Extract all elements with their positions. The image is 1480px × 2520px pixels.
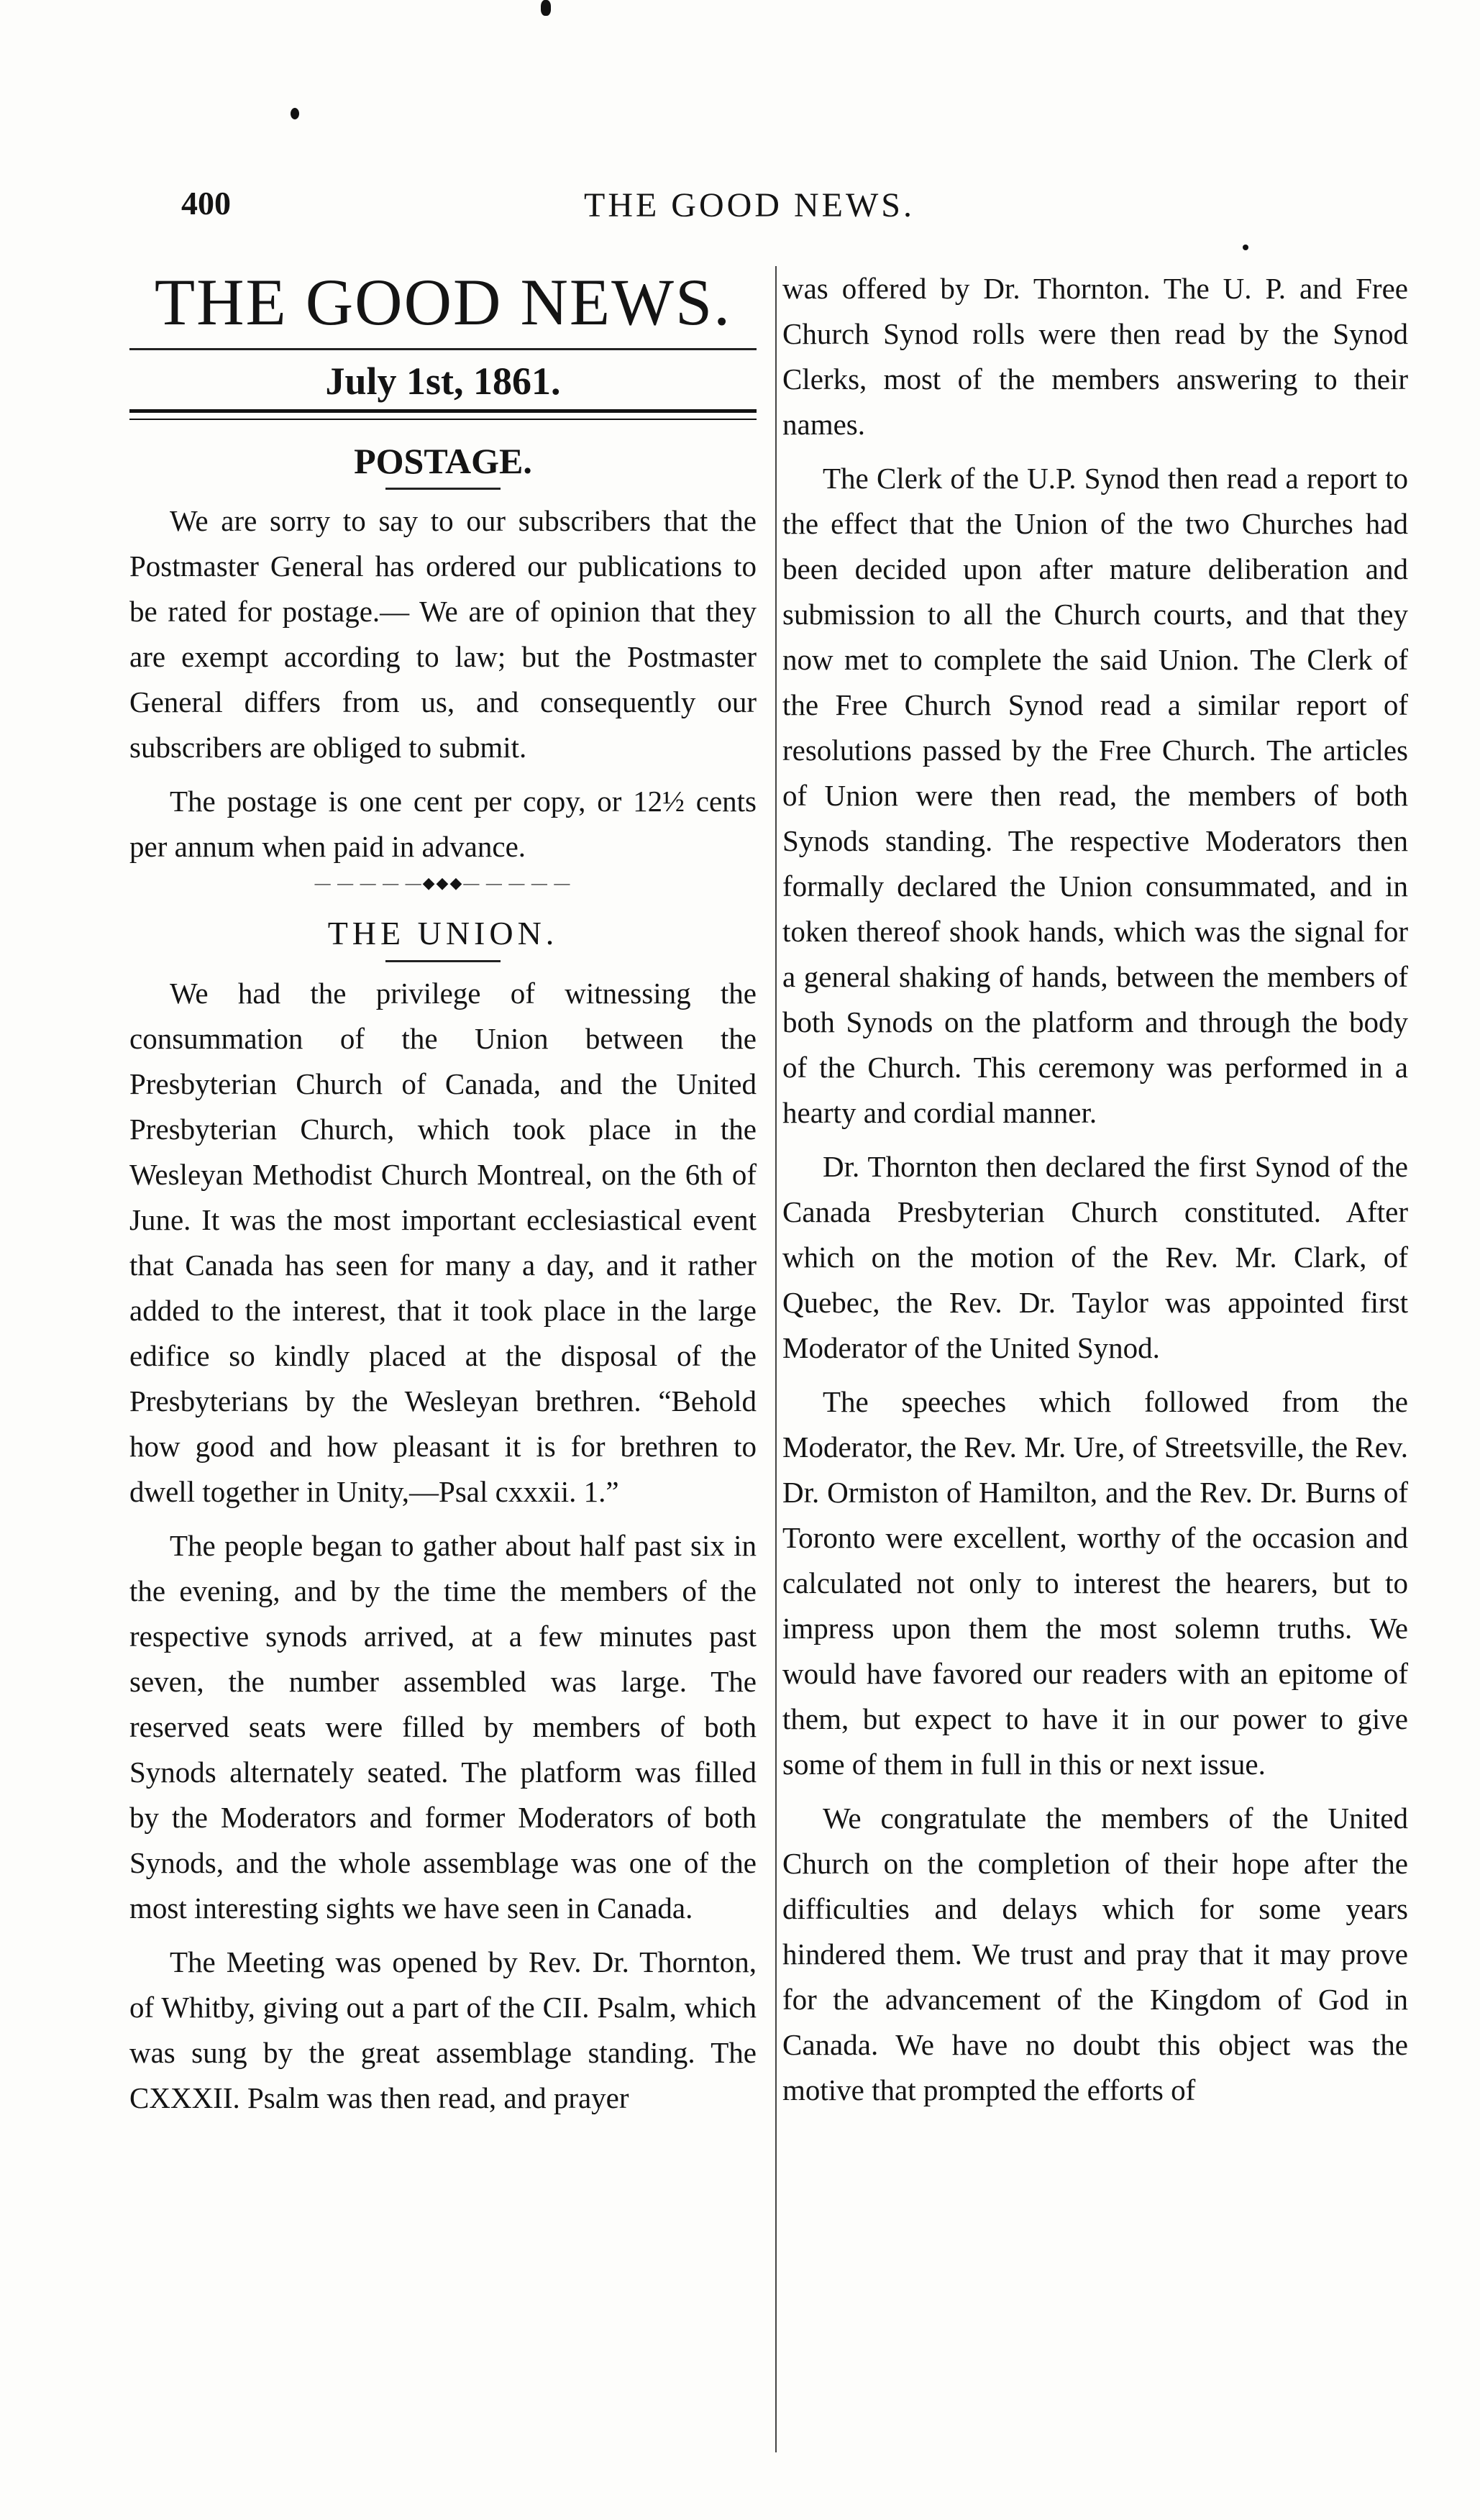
union-paragraph: We had the privilege of witnessing the consummation of the Union between the Presbyterian Church of Canada, and the United Presbyterian Church, which took place in the Wesleyan Methodist Church Montreal, on the 6th of June. It was the most important ecclesiastical event that Canada has seen for many a day, and it rather added to the interest, that it took place in the large edifice so kindly placed at the disposal of the Presbyterians by the Wesleyan brethren. “Behold how good and how pleasant it is for brethren to dwell together in Unity,—Psal cxxxii. 1.” [129,977,757,1508]
union-paragraph-continued: was offered by Dr. Thornton. The U. P. and Free Church Synod rolls were then read by the Synod Clerks, most of the members answering to their names. [782,272,1408,441]
union-paragraph: The Meeting was opened by Rev. Dr. Thornton, of Whitby, giving out a part of the CII. Psalm, which was sung by the great assemblage standing. The CXXXII. Psalm was then read, and prayer [129,1945,757,2114]
union-paragraph-continued: The Clerk of the U.P. Synod then read a report to the effect that the Union of the two Churches had been decided upon after mature deliberation and submission to all the Church courts, and that they now met to complete the said Union. The Clerk of the Free Church Synod read a similar report of resolutions passed by the Free Church. The articles of Union were then read, the members of both Synods standing. The respective Moderators then formally declared the Union consummated, and in token thereof shook hands, which was the signal for a general shaking of hands, between the members of both Synods on the platform and through the body of the Church. This ceremony was performed in a hearty and cordial manner. [782,462,1408,1129]
ink-speck [1243,245,1248,250]
right-column [782,266,1408,2113]
heading-rule [385,960,501,962]
masthead-rule [129,348,757,350]
postage-paragraph: We are sorry to say to our subscribers that the Postmaster General has ordered our publications to be rated for postage.— We are of opinion that they are exempt according to law; but the Postmaster General differs from us, and consequently our subscribers are obliged to submit. [129,504,757,764]
left-column [129,266,757,2121]
running-title: THE GOOD NEWS. [584,186,915,224]
union-paragraph-continued: The speeches which followed from the Moderator, the Rev. Mr. Ure, of Streetsville, the Rev. Dr. Ormiston of Hamilton, and the Rev. Dr. Burns of Toronto were excellent, worthy of the occasion and calculated not only to interest the hearers, but to impress upon them the most solemn truths. We would have favored our readers with an epitome of them, but expect to have it in our power to give some of them in full in this or next issue. [782,1385,1408,1781]
union-paragraph: The people began to gather about half past six in the evening, and by the time the members of the respective synods arrived, at a few minutes past seven, the number assembled was large. The reserved seats were filled by members of both Synods alternately seated. The platform was filled by the Moderators and former Moderators of both Synods, and the whole assemblage was one of the most interesting sights we have seen in Canada. [129,1529,757,1925]
issue-date: July 1st, 1861. [325,360,561,403]
date-double-rule [129,409,757,420]
postage-paragraph: The postage is one cent per copy, or 12½ cents per annum when paid in advance. [129,785,757,863]
union-paragraph-continued: We congratulate the members of the United Church on the completion of their hope after the difficulties and delays which for some years hindered them. We trust and pray that it may prove for the advancement of the Kingdom of God in Canada. We have no doubt this object was the motive that prompted the efforts of [782,1802,1408,2106]
page-number: 400 [181,185,231,222]
postage-heading: POSTAGE. [354,441,532,481]
masthead-title: THE GOOD NEWS. [154,265,732,339]
union-heading: THE UNION. [327,915,559,951]
union-paragraph-continued: Dr. Thornton then declared the first Synod of the Canada Presbyterian Church constituted. After which on the motion of the Rev. Mr. Clark, of Quebec, the Rev. Dr. Taylor was appointed first Moderator of the United Synod. [782,1150,1408,1364]
column-divider [775,266,777,2452]
section-ornament: — — — — —◆◆◆— — — — — [314,874,572,892]
ink-speck [541,0,551,16]
ink-speck [291,108,299,119]
heading-rule [385,488,501,490]
